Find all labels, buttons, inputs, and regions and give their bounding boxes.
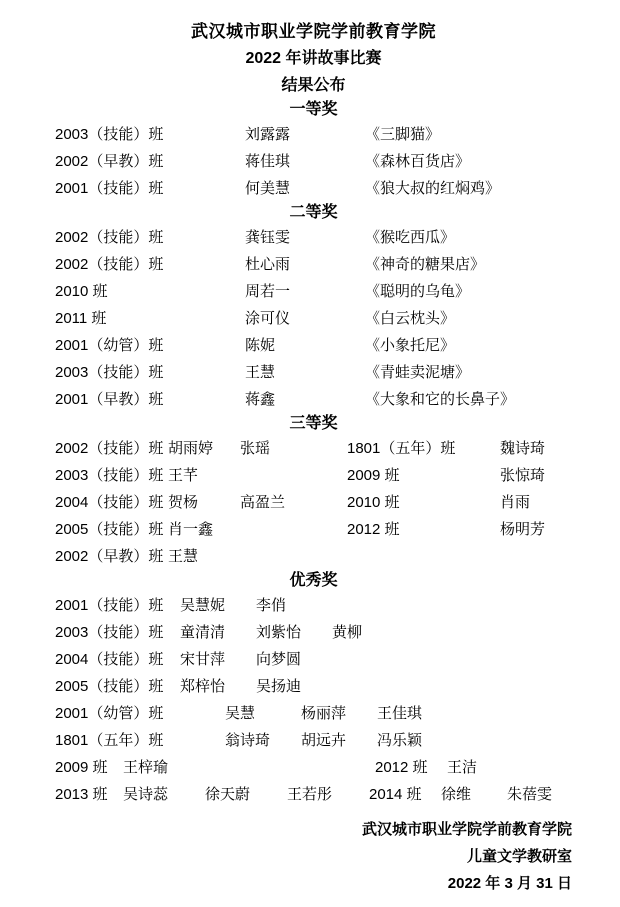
left-entry <box>55 516 347 543</box>
student-name: 肖一鑫 <box>168 521 214 538</box>
signature-office: 儿童文学教研室 <box>466 848 572 865</box>
class-label: 2011 班 <box>55 310 107 327</box>
award-row <box>55 727 572 754</box>
award-row <box>55 305 572 332</box>
student-name: 刘紫怡 <box>256 624 302 641</box>
award-row <box>55 435 572 462</box>
student-name: 李俏 <box>256 597 287 614</box>
right-entry <box>347 516 572 543</box>
student-name: 郑梓怡 <box>180 678 226 695</box>
class-label: 2010 班 <box>347 494 400 511</box>
student-name: 吴诗蕊 <box>123 786 169 803</box>
class-label: 2001（早教）班 <box>55 391 164 408</box>
award-row <box>55 386 572 413</box>
award-row <box>55 148 572 175</box>
award-row <box>55 175 572 202</box>
story-title: 《狼大叔的红焖鸡》 <box>365 180 501 197</box>
class-label: 2002（技能）班 <box>55 440 164 457</box>
class-label: 2010 班 <box>55 283 108 300</box>
left-entry <box>55 543 352 570</box>
class-label: 2002（技能）班 <box>55 256 164 273</box>
class-label: 2003（技能）班 <box>55 467 164 484</box>
section-header-excellence-award: 优秀奖 <box>289 572 338 589</box>
class-label: 1801（五年）班 <box>347 440 456 457</box>
class-label: 2001（幼管）班 <box>55 337 164 354</box>
story-title: 《小象托尼》 <box>365 337 456 354</box>
class-label: 2012 班 <box>375 759 428 776</box>
class-label: 2005（技能）班 <box>55 678 164 695</box>
class-label: 2009 班 <box>347 467 400 484</box>
class-label: 2002（早教）班 <box>55 548 164 565</box>
student-name: 高盈兰 <box>240 494 286 511</box>
student-name: 王芊 <box>168 467 199 484</box>
award-row <box>55 332 572 359</box>
signature-org: 武汉城市职业学院学前教育学院 <box>361 821 572 838</box>
left-entry <box>55 462 347 489</box>
award-row <box>55 673 572 700</box>
student-name: 童清清 <box>180 624 226 641</box>
class-label: 2004（技能）班 <box>55 494 164 511</box>
award-row <box>55 619 572 646</box>
student-name: 向梦圆 <box>256 651 302 668</box>
award-row <box>55 278 572 305</box>
award-row <box>55 781 572 808</box>
class-label: 2004（技能）班 <box>55 651 164 668</box>
student-name: 冯乐颖 <box>377 732 423 749</box>
class-label: 2001（技能）班 <box>55 180 164 197</box>
student-name: 陈妮 <box>245 337 276 354</box>
story-title: 《青蛙卖泥塘》 <box>365 364 471 381</box>
student-name: 吴慧妮 <box>180 597 226 614</box>
class-label: 2005（技能）班 <box>55 521 164 538</box>
story-title: 《猴吃西瓜》 <box>365 229 456 246</box>
student-name: 杨明芳 <box>500 521 546 538</box>
student-name: 蒋佳琪 <box>245 153 291 170</box>
class-label: 1801（五年）班 <box>55 732 164 749</box>
award-row <box>55 121 572 148</box>
story-title: 《三脚猫》 <box>365 126 441 143</box>
left-entry <box>55 781 369 808</box>
left-entry <box>55 489 347 516</box>
award-row <box>55 646 572 673</box>
award-row <box>55 700 572 727</box>
student-name: 朱蓓雯 <box>507 786 553 803</box>
right-entry <box>375 754 572 781</box>
student-name: 王慧 <box>245 364 276 381</box>
story-title: 《聪明的乌龟》 <box>365 283 471 300</box>
student-name: 徐天蔚 <box>205 786 251 803</box>
student-name: 胡远卉 <box>301 732 347 749</box>
student-name: 宋甘萍 <box>180 651 226 668</box>
student-name: 蒋鑫 <box>245 391 276 408</box>
story-title: 《神奇的糖果店》 <box>365 256 486 273</box>
student-name: 刘露露 <box>245 126 291 143</box>
student-name: 王洁 <box>447 759 478 776</box>
award-row <box>55 592 572 619</box>
student-name: 周若一 <box>245 283 291 300</box>
award-row <box>55 462 572 489</box>
award-row <box>55 516 572 543</box>
class-label: 2012 班 <box>347 521 400 538</box>
award-row <box>55 359 572 386</box>
student-name: 肖雨 <box>500 494 531 511</box>
student-name: 翁诗琦 <box>225 732 271 749</box>
student-name: 涂可仪 <box>245 310 291 327</box>
award-row <box>55 754 572 781</box>
student-name: 张惊琦 <box>500 467 546 484</box>
section-header-second-prize: 二等奖 <box>289 204 338 221</box>
signature-date: 2022 年 3 月 31 日 <box>447 875 572 892</box>
story-title: 《森林百货店》 <box>365 153 471 170</box>
student-name: 张瑶 <box>240 440 271 457</box>
student-name: 杜心雨 <box>245 256 291 273</box>
right-entry <box>347 462 572 489</box>
right-entry <box>347 435 572 462</box>
student-name: 徐维 <box>441 786 472 803</box>
doc-subtitle-year: 2022 年讲故事比赛 <box>245 50 382 67</box>
class-label: 2003（技能）班 <box>55 126 164 143</box>
class-label: 2003（技能）班 <box>55 364 164 381</box>
student-name: 吴慧 <box>225 705 256 722</box>
student-name: 王慧 <box>168 548 199 565</box>
student-name: 何美慧 <box>245 180 291 197</box>
story-title: 《白云枕头》 <box>365 310 456 327</box>
class-label: 2001（幼管）班 <box>55 705 164 722</box>
right-entry <box>347 489 572 516</box>
award-row <box>55 251 572 278</box>
class-label: 2002（技能）班 <box>55 229 164 246</box>
class-label: 2003（技能）班 <box>55 624 164 641</box>
story-title: 《大象和它的长鼻子》 <box>365 391 516 408</box>
student-name: 龚钰雯 <box>245 229 291 246</box>
class-label: 2014 班 <box>369 786 422 803</box>
right-entry <box>369 781 573 808</box>
student-name: 王若彤 <box>287 786 333 803</box>
class-label: 2002（早教）班 <box>55 153 164 170</box>
left-entry <box>55 435 347 462</box>
student-name: 王佳琪 <box>377 705 423 722</box>
signature-block <box>55 816 572 897</box>
award-row <box>55 543 572 570</box>
student-name: 杨丽萍 <box>301 705 347 722</box>
section-header-first-prize: 一等奖 <box>289 101 338 118</box>
student-name: 王梓瑜 <box>123 759 169 776</box>
award-row <box>55 489 572 516</box>
left-entry <box>55 754 375 781</box>
student-name: 胡雨婷 <box>168 440 214 457</box>
section-header-third-prize: 三等奖 <box>289 415 338 432</box>
student-name: 魏诗琦 <box>500 440 546 457</box>
student-name: 贺杨 <box>168 494 199 511</box>
student-name: 黄柳 <box>332 624 363 641</box>
award-row <box>55 224 572 251</box>
class-label: 2013 班 <box>55 786 108 803</box>
class-label: 2001（技能）班 <box>55 597 164 614</box>
doc-subtitle-results: 结果公布 <box>281 77 346 94</box>
student-name: 吴扬迪 <box>256 678 302 695</box>
doc-title: 武汉城市职业学院学前教育学院 <box>191 22 436 41</box>
class-label: 2009 班 <box>55 759 108 776</box>
